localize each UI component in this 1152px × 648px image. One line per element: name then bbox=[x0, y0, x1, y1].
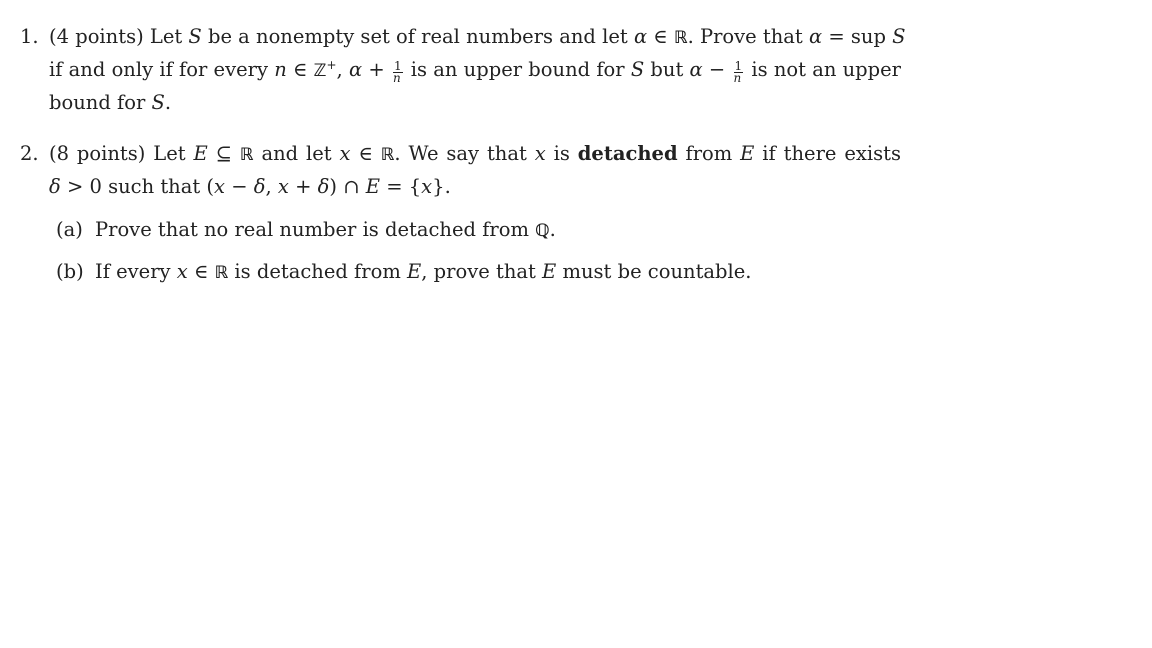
problem-2-number: 2. bbox=[20, 142, 39, 165]
part-a-text: Prove that no real number is detached from ℚ. bbox=[95, 218, 556, 241]
problem-2-line-1: (8 points) Let E ⊆ ℝ and let x ∈ ℝ. We say that x is detached from E if there exists bbox=[49, 142, 901, 165]
problem-2-line-2: δ > 0 such that (x − δ, x + δ) ∩ E = {x}. bbox=[49, 175, 451, 198]
part-b-label: (b) bbox=[56, 260, 84, 283]
problem-1-line-2: if and only if for every n ∈ ℤ+, α + $\frac{1}{n}$ is an upper bound for S but α − $\frac{1}{n}$ is not an upper bbox=[49, 58, 901, 85]
part-b-text: If every x ∈ ℝ is detached from E, prove that E must be countable. bbox=[95, 260, 752, 283]
problem-1-line-1: (4 points) Let S be a nonempty set of real numbers and let α ∈ ℝ. Prove that α = sup S bbox=[49, 25, 906, 48]
part-a-label: (a) bbox=[56, 218, 83, 241]
problem-1-line-3: bound for S. bbox=[49, 91, 172, 114]
problem-1-number: 1. bbox=[20, 25, 39, 48]
